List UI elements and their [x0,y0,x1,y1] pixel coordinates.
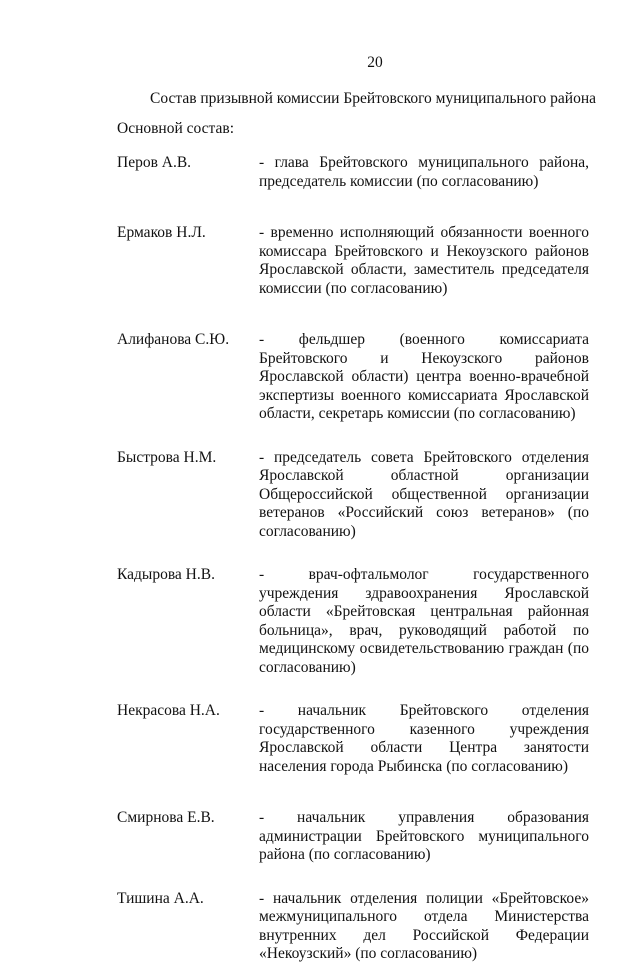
section-label: Основной состав: [117,120,235,137]
member-name: Ермаков Н.Л. [117,224,206,241]
member-role: - глава Брейтовского муниципального района, председатель комиссии (по согласованию) [259,154,589,190]
member-entry [117,702,589,776]
member-entry [117,224,589,298]
member-role: - начальник управления образования администрации Брейтовского муниципального района (по согласованию) [259,809,589,863]
member-role: - начальник Брейтовского отделения государственного казенного учреждения Ярославской области Центра занятости населения города Рыбинска (по согласованию) [259,702,589,775]
member-name: Кадырова Н.В. [117,566,215,583]
member-list [117,154,589,964]
member-name: Перов А.В. [117,154,192,171]
member-entry [117,809,589,865]
member-name: Некрасова Н.А. [117,702,220,719]
member-name: Алифанова С.Ю. [117,331,230,348]
member-entry [117,890,589,964]
member-role: - врач-офтальмолог государственного учреждения здравоохранения Ярославской области «Брейтовская центральная районная больница», врач, руководящий работой по медицинскому освидетельствованию граждан (по согласованию) [259,566,589,676]
member-name: Тишина А.А. [117,889,204,907]
member-entry [117,566,589,677]
member-role: - председатель совета Брейтовского отделения Ярославской областной организации Общероссийской общественной организации ветеранов «Российский союз ветеранов» (по согласованию) [259,448,589,540]
member-role: - фельдшер (военного комиссариата Брейтовского и Некоузского районов Ярославской области) центра военно-врачебной экспертизы военного комиссариата Ярославской области, секретарь комиссии (по согласованию) [259,331,589,422]
page-number: 20 [367,54,383,71]
member-entry [117,154,589,191]
member-entry [117,449,589,542]
member-name: Быстрова Н.М. [117,448,217,466]
member-role: - временно исполняющий обязанности военного комиссара Брейтовского и Некоузского районов Ярославской области, заместитель председателя комиссии (по согласованию) [259,224,589,297]
document-title: Состав призывной комиссии Брейтовского муниципального района [150,90,597,107]
member-role: - начальник отделения полиции «Брейтовское» межмуниципального отдела Министерства внутренних дел Российской Федерации «Некоузский» (по согласованию) [259,889,589,962]
member-entry [117,331,589,424]
member-name: Смирнова Е.В. [117,809,215,826]
